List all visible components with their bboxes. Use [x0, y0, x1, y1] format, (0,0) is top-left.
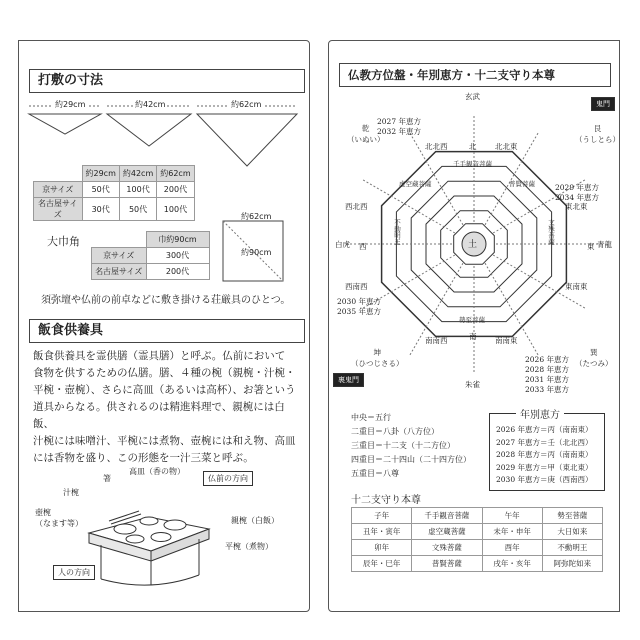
table-cell: 午年	[482, 508, 542, 524]
center-label: 土	[468, 240, 478, 250]
size-label-29: 約29cm	[55, 100, 86, 109]
table-cell: 100代	[119, 182, 156, 198]
legend-line: 二重目＝八卦（八方位）	[351, 427, 439, 436]
label-shiruwan: 汁椀	[63, 488, 79, 497]
table-cell: 200代	[146, 264, 209, 280]
description-paragraph	[33, 348, 303, 467]
paragraph-line: 平椀・壺椀）、さらに高皿（あるいは高杯）、お箸という	[33, 384, 296, 396]
ohaba-title: 大巾角	[47, 235, 80, 248]
urakimon-badge: 裏鬼門	[333, 373, 364, 387]
eho-year: 2028 年恵方	[525, 365, 569, 374]
eho-se	[525, 355, 569, 395]
uchishiki-note: 須弥壇や仏前の前卓などに敷き掛ける荘厳具のひとつ。	[41, 295, 291, 306]
eho-ne	[555, 183, 599, 203]
legend	[351, 411, 471, 481]
nenbetsu-line: 2030 年恵方＝庚（西南西）	[496, 475, 593, 484]
legend-line: 中央＝五行	[351, 413, 391, 422]
table-row	[352, 508, 603, 524]
dir-ene: 東北東	[565, 202, 588, 211]
eho-year: 2029 年恵方	[555, 183, 599, 192]
size-price-table	[33, 165, 195, 221]
nenbetsu-line: 2028 年恵方＝丙（南南東）	[496, 450, 593, 459]
label-oyawan: 親椀（白飯）	[231, 516, 279, 525]
kimon-badge: 鬼門	[591, 97, 615, 111]
eho-sw	[337, 297, 381, 317]
table-cell: 卯年	[352, 540, 412, 556]
triangle-medium	[107, 114, 191, 146]
table-cell: 不動明王	[542, 540, 602, 556]
label-tsubowan: 壺椀 （なます等）	[35, 508, 83, 528]
table-cell: 辰年・巳年	[352, 556, 412, 572]
triangle-large	[197, 114, 297, 166]
eho-year: 2026 年恵方	[525, 355, 569, 364]
section-title-uchishiki: 打敷の寸法	[29, 69, 305, 93]
label-takazara: 高皿（香の物）	[129, 467, 185, 476]
dir-nne: 北北東	[495, 142, 518, 151]
table-row	[352, 556, 603, 572]
paragraph-line: 食物を供するための仏膳。膳、４種の椀（親椀・汁椀・	[33, 367, 296, 379]
size-label-62: 約62cm	[231, 100, 262, 109]
nenbetsu-line: 2029 年恵方＝甲（東北東）	[496, 462, 593, 472]
section-title-onjiki: 飯食供養具	[29, 319, 305, 343]
paragraph-line: 道具からなる。供されるのは精進料理で、親椀には白飯、	[33, 401, 285, 430]
table-cell: 子年	[352, 508, 412, 524]
table-cell: 大日如来	[542, 524, 602, 540]
dir-e: 東	[587, 242, 595, 251]
legend-line: 五重目＝八尊	[351, 469, 399, 478]
nenbetsu-line: 2026 年恵方＝丙（南南東）	[496, 425, 593, 434]
byakko-label: 白虎	[335, 240, 350, 249]
legend-line: 三重目＝十二支（十二方位）	[351, 441, 455, 450]
label-hashi: 箸	[103, 474, 111, 483]
col-header: 巾約90cm	[146, 232, 209, 248]
ring-label: 不動明王	[393, 219, 401, 245]
col-header: 約42cm	[119, 166, 156, 182]
nenbetsu-title: 年別恵方	[516, 406, 564, 421]
table-cell: 丑年・寅年	[352, 524, 412, 540]
square-side-label: 約90cm	[241, 248, 272, 257]
eho-year: 2034 年恵方	[555, 193, 599, 202]
table-cell: 千手観音菩薩	[412, 508, 482, 524]
triangle-small	[29, 114, 101, 134]
dir-ese: 東南東	[565, 282, 588, 291]
table-cell: 100代	[157, 198, 194, 221]
dir-n: 北	[469, 142, 477, 151]
nenbetsu-box	[489, 410, 605, 491]
table-cell: 普賢菩薩	[412, 556, 482, 572]
row-label: 名古屋サイズ	[34, 198, 83, 221]
dir-nnw: 北北西	[425, 142, 448, 151]
paragraph-line: 飯食供養具を霊供膳（霊具膳）と呼ぶ。仏前において	[33, 350, 286, 362]
legend-line: 四重目＝二十四山（二十四方位）	[351, 455, 471, 464]
inui-label: 乾 （いぬい）	[347, 124, 385, 144]
tatsumi-label: 巽 （たつみ）	[575, 348, 613, 368]
ring-label: 普賢菩薩	[509, 180, 535, 188]
dir-s: 南	[469, 332, 477, 341]
table-cell: 200代	[157, 182, 194, 198]
table-cell: 虚空蔵菩薩	[412, 524, 482, 540]
eho-year: 2031 年恵方	[525, 375, 569, 384]
col-header: 約62cm	[157, 166, 194, 182]
nenbetsu-line: 2027 年恵方＝壬（北北西）	[496, 437, 593, 447]
eho-year: 2033 年恵方	[525, 385, 569, 394]
eho-year: 2027 年恵方	[377, 117, 421, 126]
ring-label: 勢至菩薩	[459, 316, 485, 324]
size-label-42: 約42cm	[135, 100, 166, 109]
col-header: 約29cm	[82, 166, 119, 182]
seiryu-label: 青龍	[597, 240, 612, 249]
dir-wsw: 西南西	[345, 282, 368, 291]
ring-label: 千手観音菩薩	[453, 160, 492, 168]
dir-sse: 南南東	[495, 336, 518, 345]
table-cell: 50代	[119, 198, 156, 221]
dir-ssw: 南南西	[425, 336, 448, 345]
table-cell: 勢至菩薩	[542, 508, 602, 524]
row-label: 京サイズ	[34, 182, 83, 198]
table-cell: 300代	[146, 248, 209, 264]
ring-label: 虚空蔵菩薩	[399, 180, 432, 188]
paragraph-line: には香物を盛り、この形態を一汁三菜と呼ぶ。	[33, 452, 254, 464]
table-row	[352, 540, 603, 556]
row-label: 名古屋サイズ	[92, 264, 147, 280]
table-cell: 50代	[82, 182, 119, 198]
paragraph-line: 汁椀には味噌汁、平椀には煮物、壺椀には和え物、高皿	[33, 435, 296, 447]
genbu-label: 玄武	[465, 92, 480, 101]
square-top-label: 約62cm	[241, 212, 272, 221]
zen-tray-illustration	[79, 481, 229, 591]
eho-year: 2035 年恵方	[337, 307, 381, 316]
table-cell: 酉年	[482, 540, 542, 556]
row-label: 京サイズ	[92, 248, 147, 264]
eho-year: 2032 年恵方	[377, 127, 421, 136]
ohaba-table	[91, 231, 210, 280]
table-cell: 30代	[82, 198, 119, 221]
left-page	[18, 40, 310, 612]
table-cell: 戌年・亥年	[482, 556, 542, 572]
right-page	[328, 40, 620, 612]
mamori-table	[351, 507, 603, 572]
ushitora-label: 艮 （うしとら）	[575, 124, 620, 144]
dir-w: 西	[359, 242, 367, 251]
label-hirawan: 平椀（煮物）	[225, 542, 273, 551]
table-cell: 未年・申年	[482, 524, 542, 540]
mamori-title: 十二支守り本尊	[351, 495, 421, 506]
label-hito-direction: 人の方向	[53, 565, 95, 580]
suzaku-label: 朱雀	[465, 380, 480, 389]
table-cell: 文殊菩薩	[412, 540, 482, 556]
right-title: 仏教方位盤・年別恵方・十二支守り本尊	[339, 63, 611, 87]
dir-wnw: 西北西	[345, 202, 368, 211]
nenbetsu-list	[496, 424, 592, 487]
table-row	[352, 524, 603, 540]
eho-year: 2030 年恵方	[337, 297, 381, 306]
ring-label: 文殊菩薩	[547, 219, 555, 245]
table-cell: 阿弥陀如来	[542, 556, 602, 572]
label-butsuzen-direction: 仏前の方向	[203, 471, 253, 486]
eho-nw	[377, 117, 421, 137]
hitsujisaru-label: 坤 （ひつじさる）	[351, 348, 404, 368]
